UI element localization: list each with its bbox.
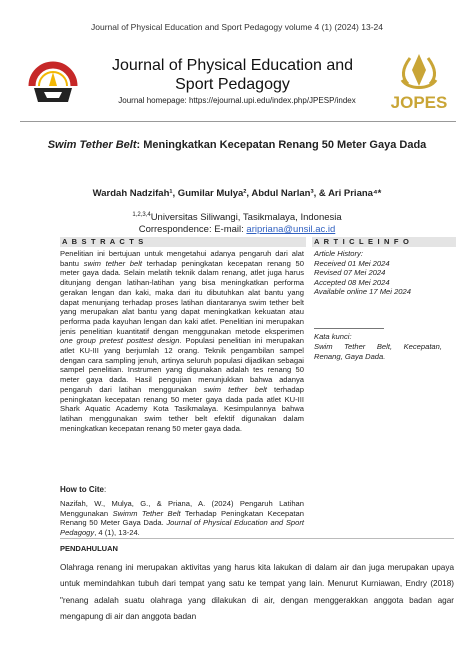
university-emblem-icon xyxy=(22,46,84,110)
correspondence-label: Correspondence: E-mail: xyxy=(138,224,247,235)
abstract-italic: swim tether belt xyxy=(83,258,143,268)
abstract-seg: terhadap peningkatan kecepatan renang 50 meter gaya dada. Selain melatih teknik dalam renang, atlet juga harus ditunjang dengan latihan-latihan yang bisa meningkatkan performa gerakan lengan dan kaki, maka dari itu dibutuhkan alat bantu yang dapat menunjang terhadap proses latihan diantaranya swim tether belt yang merupakan alat bantu yang dapat meningkatkan kekuatan atau performa pada kayuhan lengan dan kaki atlet. Penelitian ini merupakan jenis penelitian kuantitatif dengan menggunakan metode eksperimen xyxy=(60,258,304,336)
abstract-seg: Penelitian ini bertujuan untuk mengetahui adanya pengaruh dari alat bantu xyxy=(60,249,304,268)
cite-seg: Nazifah, W., Mulya, G., & Priana, A. (2024) Pengaruh Latihan Menggunakan xyxy=(60,499,304,518)
how-to-cite-text xyxy=(60,499,304,538)
cite-seg: , 4 (1), 13-24. xyxy=(94,528,140,538)
journal-title xyxy=(90,56,375,94)
affiliation-text: Universitas Siliwangi, Tasikmalaya, Indonesia xyxy=(150,212,342,224)
homepage-link[interactable]: https://ejournal.upi.edu/index.php/JPESP/index xyxy=(188,96,356,105)
journal-homepage xyxy=(92,96,382,105)
correspondence-email-link[interactable]: aripriana@unsil.ac.id xyxy=(246,224,336,235)
history-available: Available online 17 Mei 2024 xyxy=(314,287,411,297)
article-title xyxy=(30,138,444,153)
abstract-text xyxy=(60,249,304,433)
abstract-italic: swim tether belt xyxy=(203,384,267,394)
journal-title-line1: Journal of Physical Education and xyxy=(111,57,354,74)
running-head: Journal of Physical Education and Sport Pedagogy volume 4 (1) (2024) 13-24 xyxy=(90,22,383,32)
how-to-cite-colon: : xyxy=(104,485,107,494)
keywords-label: Kata kunci: xyxy=(314,332,352,341)
cite-italic: Journal of Physical Education and Sport Pedagogy xyxy=(60,518,304,538)
section-heading: PENDAHULUAN xyxy=(60,544,118,553)
article-title-italic: Swim Tether Belt xyxy=(47,139,137,151)
history-accepted: Accepted 08 Mei 2024 xyxy=(314,277,390,287)
correspondence xyxy=(20,224,454,235)
affiliation xyxy=(20,212,454,223)
journal-title-line2: Sport Pedagogy xyxy=(175,76,290,93)
info-divider xyxy=(314,328,384,329)
how-to-cite-label-text: How to Cite xyxy=(60,485,104,494)
how-to-cite-label xyxy=(60,485,106,494)
article-info-header: A R T I C L E I N F O xyxy=(312,237,456,247)
affiliation-sup: 1,2,3,4 xyxy=(132,212,151,218)
article-history xyxy=(314,249,454,297)
cite-italic: Swimm Tether Belt xyxy=(112,508,181,518)
article-title-rest: : Meningkatkan Kecepatan Renang 50 Meter Gaya Dada xyxy=(136,139,427,151)
jopes-logo-icon xyxy=(382,50,456,114)
abstract-italic: one group pretest posttest design xyxy=(60,336,180,346)
keywords: Swim Tether Belt, Kecepatan, Renang, Gaya Dada. xyxy=(314,342,442,361)
cite-seg: Terhadap Peningkatan Kecepatan Renang 50 Meter Gaya Dada. xyxy=(60,508,304,528)
author-list: Wardah Nadzifah¹, Gumilar Mulya², Abdul Narlan³, & Ari Priana⁴* xyxy=(92,188,382,199)
section-rule xyxy=(60,538,454,539)
abstract-seg: . Populasi penelitian ini merupakan atlet KU-III yang berjumlah 12 orang. Teknik pengambilan sampel dengan cara sampling jenuh, artinya seluruh populasi dijadikan sebagai sampel penelitian. Instrumen yang digunakan adalah tes renang 50 meter gaya dada. Hasil pengujian menunjukkan bahwa adanya pengaruh dari latihan menggunakan xyxy=(60,336,304,394)
jopes-logo-text: JOPES xyxy=(390,93,448,112)
history-received: Received 01 Mei 2024 xyxy=(314,258,390,268)
header-rule xyxy=(20,121,456,122)
abstract-seg: terhadap peningkatan kecepatan renang 50 meter gaya dada pada atlet KU-III Shark Aquatic Academy Kota Tasikmalaya. Kesimpulannya bahwa latihan menggunakan swim tether belt efektif digunakan dalam meningkatkan kecepatan renang 50 meter gaya dada. xyxy=(60,384,304,433)
homepage-label: Journal homepage: xyxy=(118,96,189,105)
abstract-header: A B S T R A C T S xyxy=(60,237,306,247)
section-body: Olahraga renang ini merupakan aktivitas yang harus kita lakukan di dalam air dan juga merupakan upaya untuk memindahkan tubuh dari tempat yang satu ke tempat yang lain. Menurut Kurniawan, Endry (2018) "renang adalah suatu olahraga yang dilakukan di air, dengan menggerakkan anggota badan agar mengapung di air dan anggota badan xyxy=(60,563,454,621)
history-label: Article History: xyxy=(314,249,363,258)
history-revised: Revised 07 Mei 2024 xyxy=(314,268,386,278)
